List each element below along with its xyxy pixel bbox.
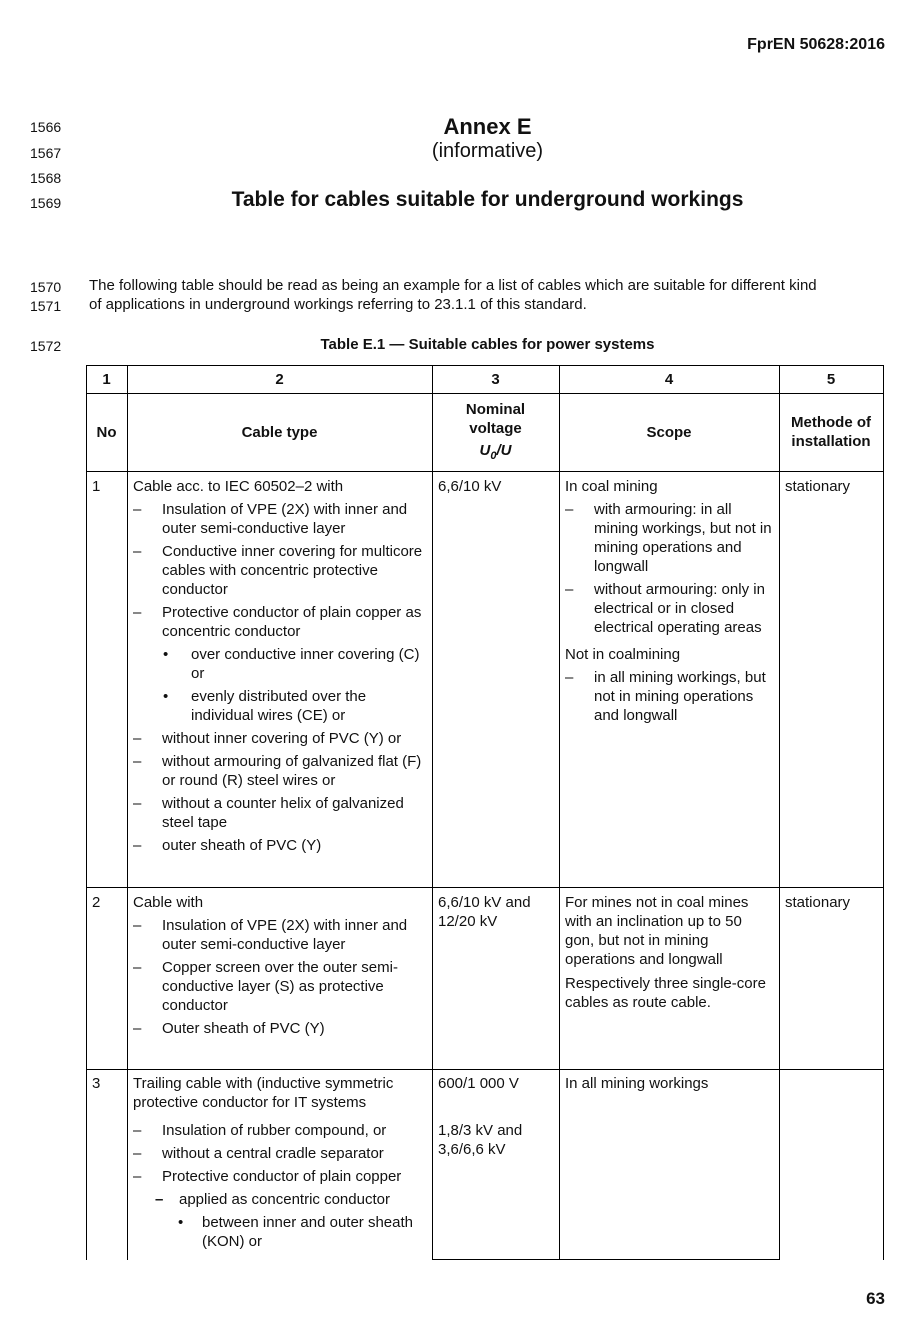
line-number: 1566 [30, 119, 62, 135]
row-no: 2 [92, 894, 101, 911]
list-item: – in all mining workings, but not in mining operations and longwall [565, 669, 766, 724]
cable-type-cell [133, 477, 428, 855]
list-item: – Conductive inner covering for multicore cables with concentric protective conductor [133, 543, 423, 598]
cable-intro: Cable acc. to IEC 60502–2 with [133, 478, 344, 495]
scope-paragraph: Respectively three single-core cables as route cable. [565, 975, 766, 1011]
list-item: – without a central cradle separator [133, 1145, 384, 1162]
column-number: 4 [664, 371, 674, 388]
intro-line: The following table should be read as being an example for a list of cables which are suitable for different kind [89, 277, 817, 294]
list-item: – without a counter helix of galvanized steel tape [133, 795, 404, 831]
list-item: – Protective conductor of plain copper [133, 1168, 402, 1185]
column-number: 2 [275, 371, 284, 388]
voltage-value: 1,8/3 kV and 3,6/6,6 kV [438, 1122, 523, 1158]
cable-intro: Cable with [133, 894, 204, 911]
list-item: – outer sheath of PVC (Y) [133, 837, 322, 854]
header-method-line: Methode of [791, 414, 871, 431]
cable-intro: Trailing cable with (inductive symmetric protective conductor for IT systems [133, 1075, 394, 1111]
cables-table [86, 365, 884, 1265]
column-number: 1 [102, 371, 111, 388]
document-id: FprEN 50628:2016 [747, 36, 885, 53]
column-number: 5 [826, 371, 836, 388]
line-number: 1567 [30, 145, 62, 161]
intro-paragraph [89, 276, 889, 314]
voltage-value: 600/1 000 V [438, 1075, 519, 1092]
voltage-cell: 6,6/10 kV [438, 478, 502, 495]
header-method-line: installation [791, 433, 871, 450]
sub-list-item: • evenly distributed over the individual wires (CE) or [163, 688, 367, 724]
header-voltage-symbol: $U_0/U$ [479, 442, 512, 462]
header-no: No [96, 424, 117, 441]
scope-intro: In coal mining [565, 478, 658, 495]
sub-list-item: • over conductive inner covering (C) or [163, 646, 420, 682]
scope-cell [565, 477, 775, 725]
cable-type-cell [133, 893, 428, 1038]
list-item: – Insulation of VPE (2X) with inner and outer semi-conductive layer [133, 917, 408, 953]
table-caption: Table E.1 — Suitable cables for power systems [320, 336, 655, 353]
header-voltage-line: Nominal [465, 401, 526, 418]
header-voltage-line: voltage [469, 420, 522, 437]
line-number: 1572 [30, 338, 62, 354]
cable-type-cell [133, 1074, 428, 1251]
column-number: 3 [491, 371, 500, 388]
page-number: 63 [866, 1289, 885, 1308]
header-scope: Scope [646, 424, 692, 441]
scope-cell [565, 893, 775, 1012]
row-no: 1 [92, 478, 101, 495]
annex-subtitle: (informative) [431, 140, 544, 162]
line-number: 1571 [30, 298, 62, 314]
annex-title: Annex E [443, 114, 532, 139]
list-item: – Insulation of rubber compound, or [133, 1122, 387, 1139]
scope-intro: Not in coalmining [565, 646, 681, 663]
header-method [779, 413, 883, 451]
sub-sub-list-item: • between inner and outer sheath (KON) or [178, 1214, 413, 1250]
line-number: 1570 [30, 279, 62, 295]
list-item: – Copper screen over the outer semi-conductive layer (S) as protective conductor [133, 959, 398, 1014]
line-number: 1568 [30, 170, 62, 186]
list-item: – Insulation of VPE (2X) with inner and outer semi-conductive layer [133, 501, 408, 537]
line-number: 1569 [30, 195, 62, 211]
voltage-cell [438, 1074, 556, 1159]
list-item: – without armouring: only in electrical or in closed electrical operating areas [565, 581, 765, 636]
row-no: 3 [92, 1075, 101, 1092]
header-voltage [432, 400, 559, 466]
list-item: – with armouring: in all mining workings, but not in mining operations and longwall [565, 501, 772, 575]
method-cell: stationary [785, 894, 851, 911]
scope-paragraph: For mines not in coal mines with an inclination up to 50 gon, but not in mining operations and longwall [565, 894, 749, 968]
header-cable-type: Cable type [241, 424, 318, 441]
intro-line: of applications in underground workings referring to 23.1.1 of this standard. [89, 296, 587, 313]
list-item: – Protective conductor of plain copper as concentric conductor [133, 604, 422, 640]
list-item: – without armouring of galvanized flat (F) or round (R) steel wires or [133, 753, 422, 789]
voltage-cell: 6,6/10 kV and 12/20 kV [438, 894, 531, 930]
method-cell: stationary [785, 478, 851, 495]
annex-heading: Table for cables suitable for underground workings [231, 188, 744, 211]
sub-list-item: – applied as concentric conductor [155, 1191, 390, 1208]
scope-cell: In all mining workings [565, 1075, 709, 1092]
list-item: – without inner covering of PVC (Y) or [133, 730, 402, 747]
list-item: – Outer sheath of PVC (Y) [133, 1020, 325, 1037]
